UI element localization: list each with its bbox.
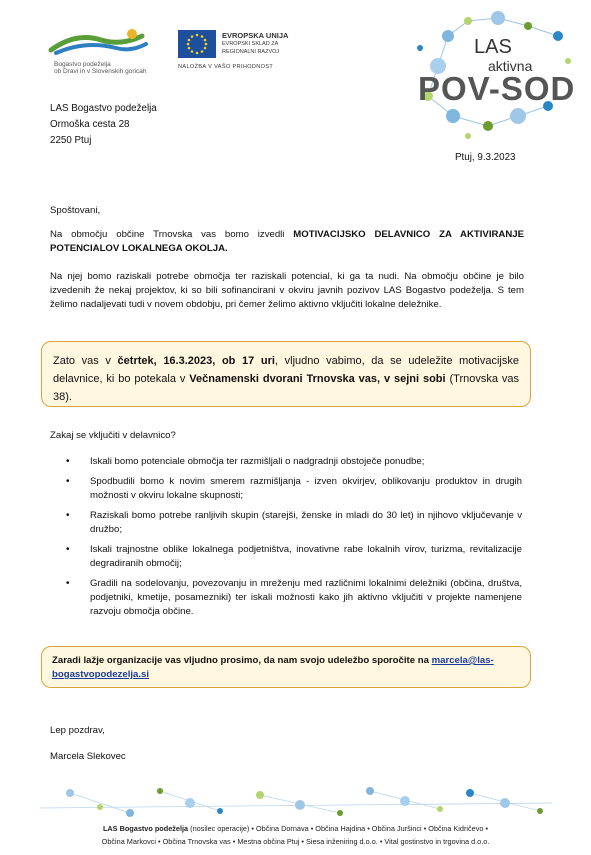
- eu-title: EVROPSKA UNIJA: [222, 31, 289, 40]
- sender-address: [50, 101, 157, 149]
- pov-las-text: LAS: [474, 36, 512, 58]
- letter-date: Ptuj, 9.3.2023: [455, 152, 516, 163]
- footer-line-1: LAS Bogastvo podeželja (nosilec operacije) • Občina Dornava • Občina Hajdina • Občina Juršinci • Občina Kidričevo •: [102, 824, 489, 833]
- reasons-list: [62, 455, 522, 625]
- footer-partners: [20, 822, 571, 848]
- question-heading: Zakaj se vključiti v delavnico?: [50, 430, 176, 441]
- list-item: • Iskali trajnostne oblike lokalnega podjetništva, inovativne rabe lokalnih virov, turizma, revitalizacije degradiranih območij;: [62, 543, 522, 571]
- description-paragraph: Na njej bomo raziskali potrebe območja ter raziskali potencial, ki ga ta nudi. Na območju občine je bilo izvedenih že nekaj projektov, ki so bili sofinancirani v okviru javnih pozivov LAS Bogastvo podeželja. S tem želimo nadaljevati tudi v novem obdobju, pri čemer želimo aktivno vključiti lokalne deležnike.: [50, 271, 524, 310]
- invitation-text: Zato vas v četrtek, 16.3.2023, ob 17 uri, vljudno vabimo, da se udeležite motivacijske delavnice, ki bo potekala v Večnamenski dvorani Trnovska vas, v sejni sobi (Trnovska vas 38).: [53, 355, 519, 403]
- invitation-box: [41, 341, 531, 407]
- intro-paragraph: [50, 228, 524, 256]
- footer-line-2: Občina Markovci • Občina Trnovska vas • Mestna občina Ptuj • Siesa inženiring d.o.o. • Vital gostinstvo in trgovina d.o.o.: [101, 837, 490, 846]
- intro-bold: MOTIVACIJSKO DELAVNICO ZA AKTIVIRANJE POTENCIALOV LOKALNEGA OKOLJA.: [50, 229, 525, 254]
- intro-text: Na območju občine Trnovska vas bomo izvedli: [50, 229, 294, 240]
- eu-logo: [178, 28, 328, 74]
- list-item: • Spodbudili bomo k novim smerem razmišljanja - izven okvirjev, oblikovanju produktov in drugih možnosti v okviru lokalne skupnosti;: [62, 475, 522, 503]
- pov-aktivna-text: aktivna: [488, 58, 533, 74]
- list-item: • Raziskali bomo potrebe ranljivih skupin (starejši, ženske in mladi do 30 let) in njihovo vključevanje v družbo;: [62, 509, 522, 537]
- salutation: Spoštovani,: [50, 205, 101, 216]
- las-logo-graphic: [46, 26, 156, 56]
- list-item: • Gradili na sodelovanju, povezovanju in mreženju med različnimi lokalnimi deležniki (občina, društva, podjetniki, kmetije, posamezniki) ter iskali možnosti kako jih aktivno vključiti v projekte namenjene razvoju območja občine.: [62, 577, 522, 619]
- eu-fund-1: EVROPSKI SKLAD ZA: [222, 41, 279, 47]
- address-line-3: 2250 Ptuj: [50, 135, 92, 146]
- address-line-2: Ormoška cesta 28: [50, 119, 130, 130]
- las-logo-text-1: Bogastvo podeželja: [54, 61, 111, 68]
- signature: Marcela Slekovec: [50, 751, 126, 762]
- event-location: Večnamenski dvorani Trnovska vas, v sejni sobi: [189, 373, 446, 385]
- las-logo-text-2: ob Dravi in v Slovenskih goricah: [54, 68, 147, 75]
- address-line-1: LAS Bogastvo podeželja: [50, 103, 157, 114]
- eu-slogan: NALOŽBA V VAŠO PRIHODNOST: [178, 64, 274, 70]
- list-item: • Iskali bomo potenciale območja ter razmišljali o nadgradnji obstoječe ponudbe;: [62, 455, 522, 469]
- eu-flag-icon: [178, 30, 216, 58]
- las-logo: [46, 26, 156, 75]
- closing: Lep pozdrav,: [50, 725, 105, 736]
- rsvp-box: [41, 646, 531, 688]
- email-link[interactable]: marcela@las-bogastvopodezelja.si: [52, 655, 494, 680]
- event-datetime: četrtek, 16.3.2023, ob 17 uri: [117, 355, 275, 367]
- rsvp-text: Zaradi lažje organizacije vas vljudno prosimo, da nam svojo udeležbo sporočite na marcela@las-bogastvopodezelja.si: [52, 655, 494, 680]
- eu-fund-2: REGIONALNI RAZVOJ: [222, 49, 280, 55]
- pov-sod-title: POV-SOD: [418, 70, 576, 107]
- footer-decoration: [40, 783, 552, 819]
- pov-sod-logo: [408, 6, 580, 146]
